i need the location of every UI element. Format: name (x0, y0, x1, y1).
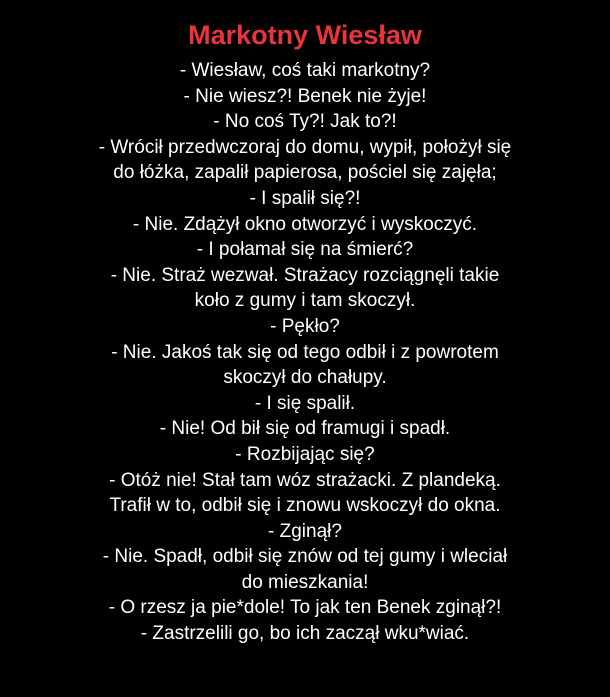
joke-line: Trafił w to, odbił się i znowu wskoczył do okna. (109, 495, 501, 517)
joke-line: do łóżka, zapalił papierosa, pościel się zajęła; (113, 162, 497, 184)
joke-line: - Zginął? (268, 520, 342, 542)
joke-title: Markotny Wiesław (188, 20, 422, 50)
joke-line: - Rozbijając się? (235, 443, 375, 465)
joke-line: - I połamał się na śmierć? (196, 239, 414, 261)
joke-line: - Zastrzelili go, bo ich zaczął wku*wiać. (140, 623, 470, 645)
joke-line: do mieszkania! (241, 571, 369, 593)
joke-line: - No coś Ty?! Jak to?! (213, 111, 397, 133)
joke-line: - Nie. Straż wezwał. Strażacy rozciągnęli takie (110, 264, 500, 286)
joke-line: - Nie wiesz?! Benek nie żyje! (183, 85, 427, 107)
joke-line: - Nie! Od bił się od framugi i spadł. (159, 418, 451, 440)
joke-line: - Nie. Spadł, odbił się znów od tej gumy i wleciał (102, 546, 508, 568)
joke-line: - Otóż nie! Stał tam wóz strażacki. Z plandeką. (109, 469, 501, 491)
joke-line: koło z gumy i tam skoczył. (194, 290, 416, 312)
joke-line: skoczył do chałupy. (223, 367, 387, 389)
joke-line: - Pękło? (270, 315, 340, 337)
joke-line: - Wrócił przedwczoraj do domu, wypił, położył się (98, 136, 512, 158)
joke-line: - Nie. Jakoś tak się od tego odbił i z powrotem (111, 341, 499, 363)
joke-line: - Wiesław, coś taki markotny? (179, 60, 431, 81)
joke-line: - Nie. Zdążył okno otworzyć i wyskoczyć. (132, 213, 478, 235)
joke-line: - O rzesz ja pie*dole! To jak ten Benek zginął?! (108, 597, 502, 619)
joke-line: - I się spalił. (254, 392, 356, 414)
joke-line: - I spalił się?! (249, 187, 361, 209)
joke-text (12, 58, 598, 647)
